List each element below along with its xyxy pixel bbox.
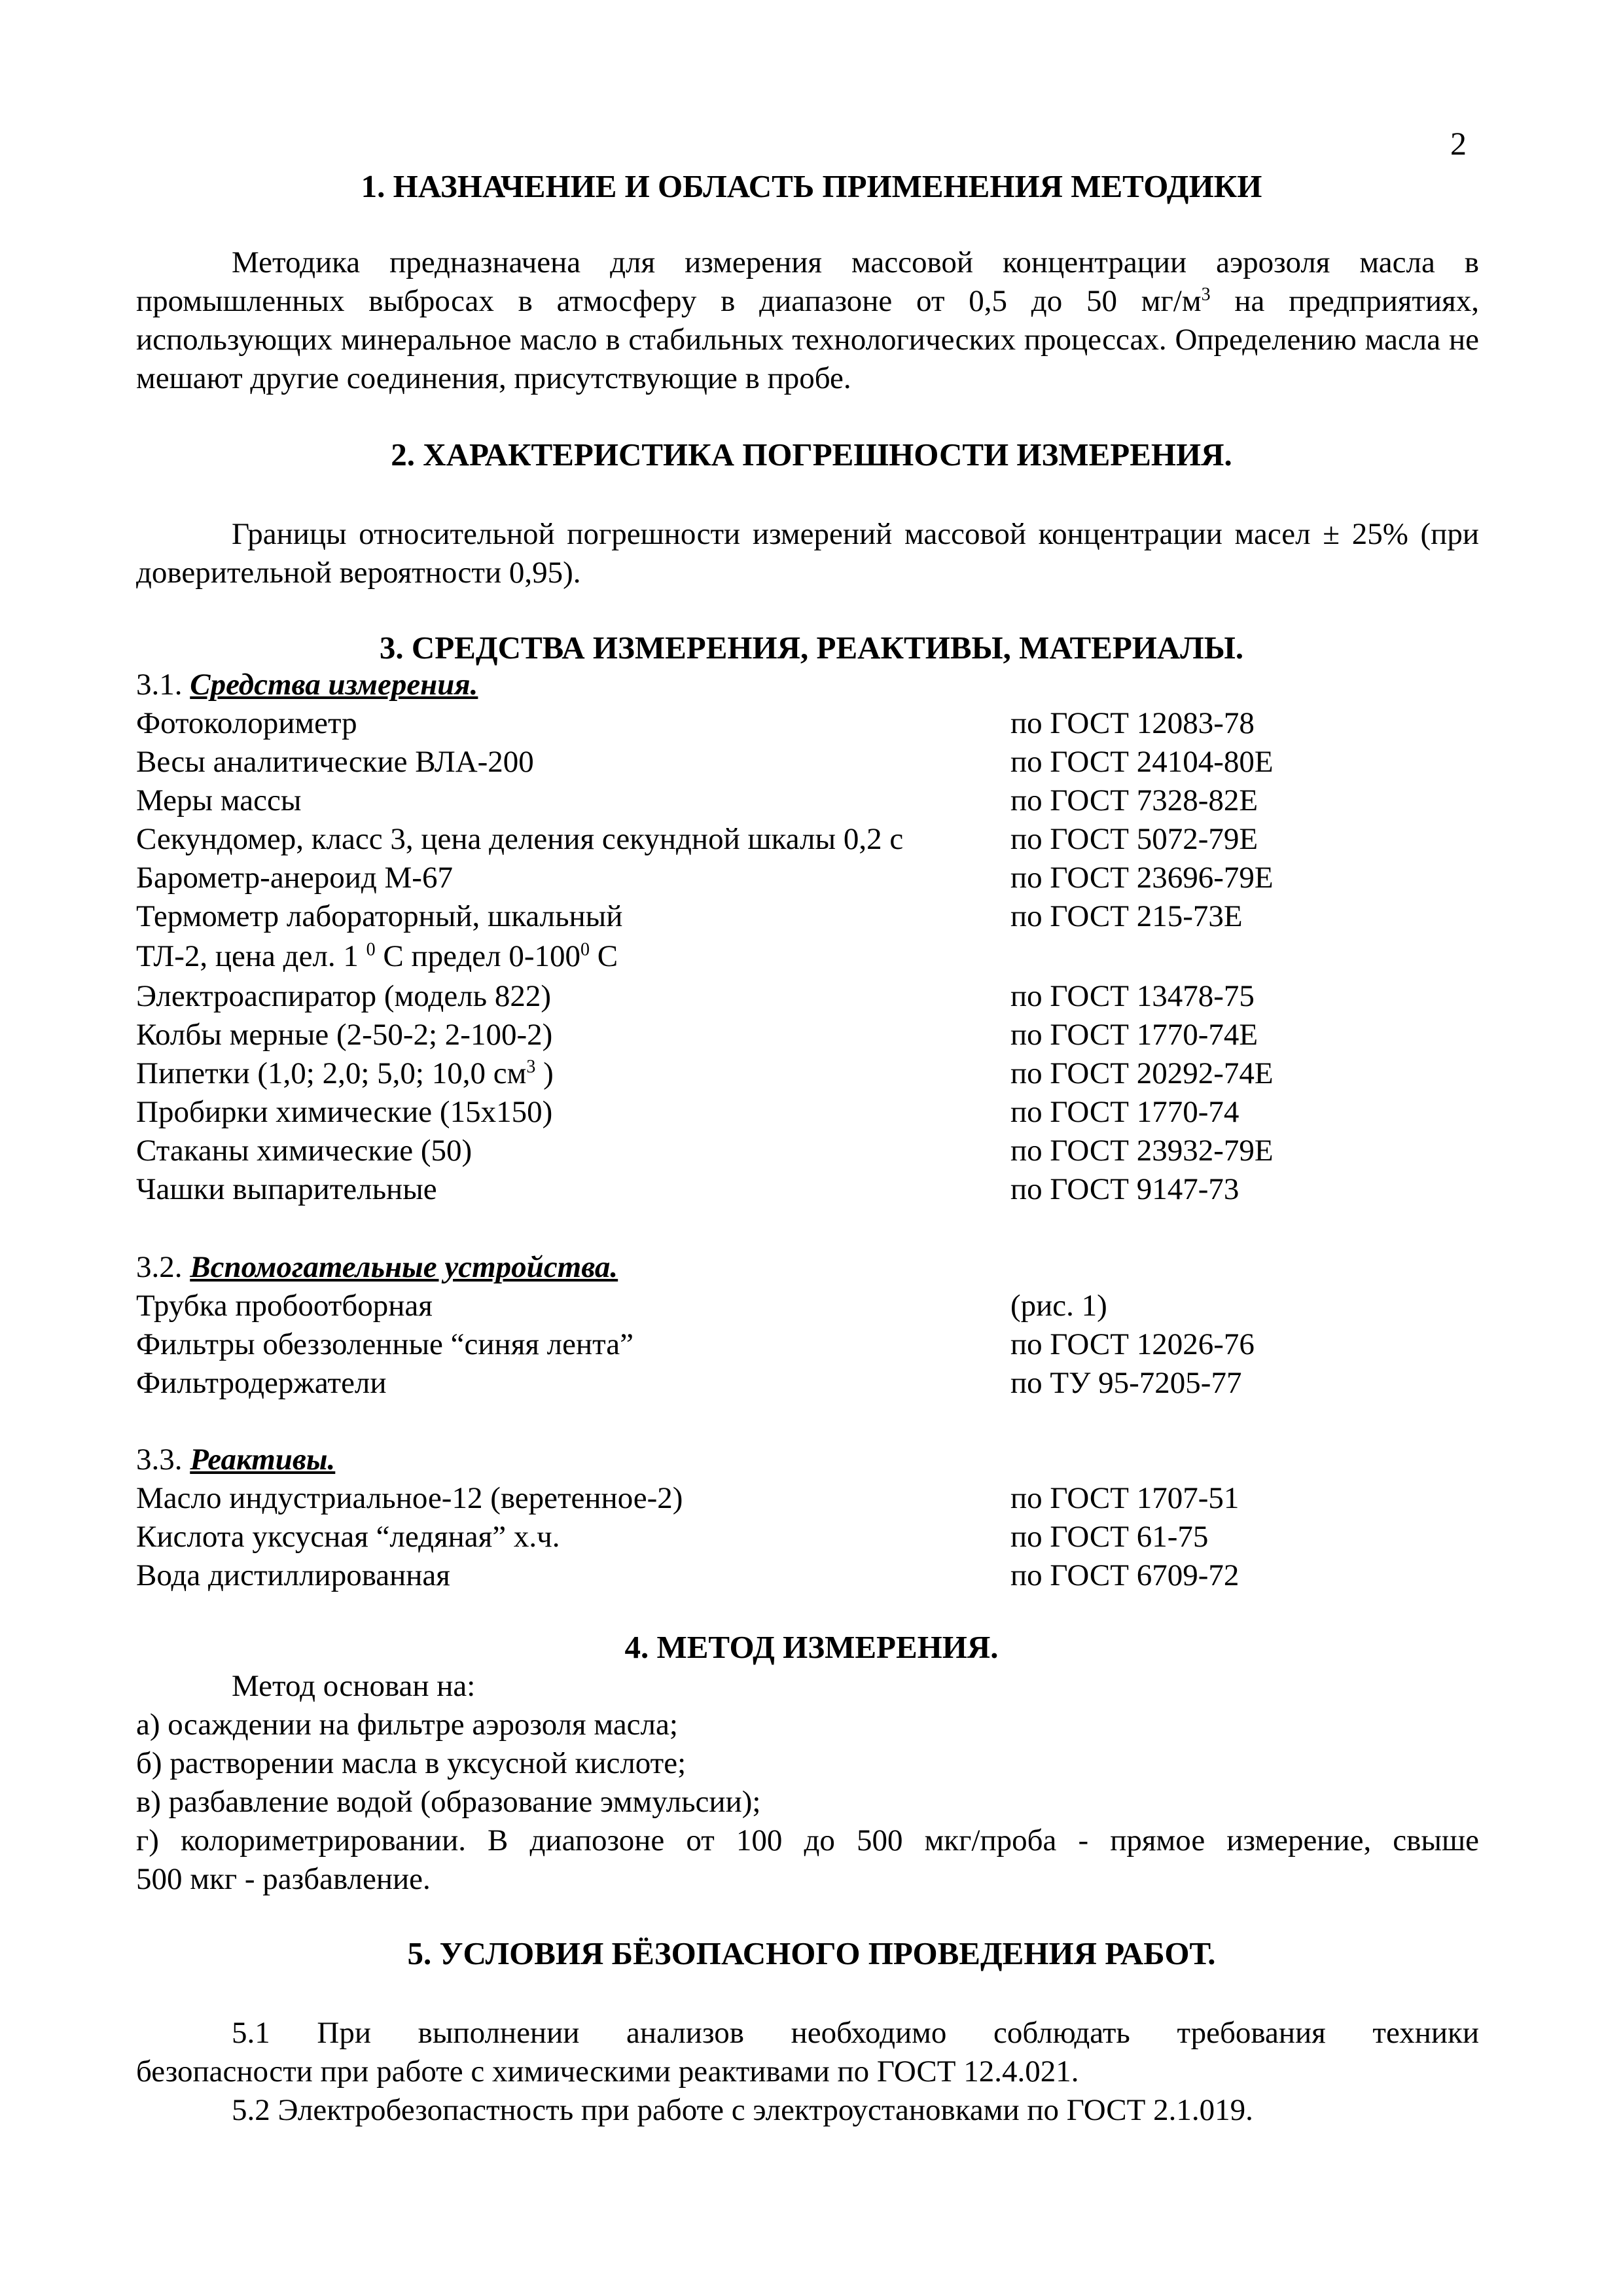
aux-device-ref: по ГОСТ 12026-76 — [1010, 1327, 1255, 1361]
safety-5-1-line2: безопасности при работе с химическими реактивами по ГОСТ 12.4.021. — [136, 2054, 1079, 2089]
degree-superscript: 0 — [366, 939, 376, 960]
instrument-name: Пробирки химические (15х150) — [136, 1095, 553, 1129]
degree-superscript: 0 — [580, 939, 590, 960]
subsection-3-3-label: Реактивы. — [190, 1443, 336, 1477]
instrument-ref: по ГОСТ 23696-79Е — [1010, 861, 1274, 895]
reagent-ref: по ГОСТ 1707-51 — [1010, 1481, 1240, 1515]
subsection-3-2-number: 3.2. — [136, 1250, 190, 1284]
instrument-name: Барометр-анероид М-67 — [136, 861, 453, 895]
reagent-name: Масло индустриальное-12 (веретенное-2) — [136, 1481, 683, 1515]
instrument-ref: по ГОСТ 215-73Е — [1010, 899, 1243, 933]
safety-5-1-line1: 5.1 При выполнении анализов необходимо соблюдать требования техники — [232, 2016, 1479, 2050]
reagent-name: Вода дистиллированная — [136, 1558, 450, 1592]
aux-device-ref: (рис. 1) — [1010, 1289, 1107, 1323]
section-2-title: 2. ХАРАКТЕРИСТИКА ПОГРЕШНОСТИ ИЗМЕРЕНИЯ. — [391, 437, 1232, 473]
method-step-d-line1: г) колориметрировании. В диапозоне от 100 до 500 мкг/проба - прямое измерение, свыше — [136, 1823, 1479, 1857]
aux-device-name: Трубка пробоотборная — [136, 1289, 433, 1323]
instrument-name: Фотоколориметр — [136, 706, 357, 740]
thermometer-text-a: ТЛ-2, цена дел. 1 — [136, 939, 359, 973]
instrument-name: Меры массы — [136, 783, 302, 817]
safety-5-2: 5.2 Электробезопастность при работе с электроустановками по ГОСТ 2.1.019. — [232, 2093, 1253, 2127]
subsection-3-1-label: Средства измерения. — [190, 668, 478, 702]
instrument-ref: по ГОСТ 13478-75 — [1010, 979, 1255, 1013]
pipettes-name — [136, 1054, 554, 1093]
instrument-ref: по ГОСТ 24104-80Е — [1010, 745, 1274, 779]
section-1-text-a: Методика предназначена для измерения массовой концентрации аэрозоля масла в промышленных выбросах в атмосферу в диапазоне от 0,5 до 50 мг/м — [136, 245, 1479, 318]
thermometer-details — [136, 937, 618, 976]
section-1-text-b: на предприятиях, использующих минеральное масло в стабильных технологических процессах. Определению масла не мешают другие соединения, присутствующие в пробе. — [136, 284, 1479, 395]
instrument-name: Термометр лабораторный, шкальный — [136, 899, 623, 933]
thermometer-text-b: С предел 0-100 — [375, 939, 581, 973]
aux-device-name: Фильтры обеззоленные “синяя лента” — [136, 1327, 633, 1361]
thermometer-text-c: С — [590, 939, 618, 973]
instrument-ref: по ГОСТ 20292-74Е — [1010, 1056, 1274, 1090]
subsection-3-2-title — [136, 1248, 618, 1287]
instrument-name: Электроаспиратор (модель 822) — [136, 979, 551, 1013]
method-step-c: в) разбавление водой (образование эммульсии); — [136, 1785, 761, 1819]
instrument-name: Чашки выпарительные — [136, 1172, 437, 1206]
section-5-title: 5. УСЛОВИЯ БЁЗОПАСНОГО ПРОВЕДЕНИЯ РАБОТ. — [407, 1935, 1216, 1971]
subsection-3-2-label: Вспомогательные устройства. — [190, 1250, 618, 1284]
instrument-ref: по ГОСТ 9147-73 — [1010, 1172, 1240, 1206]
instrument-ref: по ГОСТ 12083-78 — [1010, 706, 1255, 740]
section-1-title: 1. НАЗНАЧЕНИЕ И ОБЛАСТЬ ПРИМЕНЕНИЯ МЕТОДИКИ — [361, 168, 1262, 204]
cubic-superscript: 3 — [1201, 284, 1211, 305]
instrument-ref: по ГОСТ 7328-82Е — [1010, 783, 1258, 817]
instrument-ref: по ГОСТ 23932-79Е — [1010, 1134, 1274, 1168]
pipettes-text: Пипетки (1,0; 2,0; 5,0; 10,0 см — [136, 1056, 527, 1090]
method-step-b: б) растворении масла в уксусной кислоте; — [136, 1746, 687, 1780]
instrument-name: Колбы мерные (2-50-2; 2-100-2) — [136, 1018, 553, 1052]
instrument-name: Стаканы химические (50) — [136, 1134, 473, 1168]
section-2-paragraph: Границы относительной погрешности измерений массовой концентрации масел ± 25% (при доверительной вероятности 0,95). — [136, 517, 1479, 590]
instrument-ref: по ГОСТ 1770-74 — [1010, 1095, 1240, 1129]
method-step-a: а) осаждении на фильтре аэрозоля масла; — [136, 1708, 678, 1742]
instrument-ref: по ГОСТ 1770-74Е — [1010, 1018, 1258, 1052]
aux-device-name: Фильтродержатели — [136, 1366, 387, 1400]
instrument-ref: по ГОСТ 5072-79Е — [1010, 822, 1258, 856]
subsection-3-1-number: 3.1. — [136, 668, 190, 702]
subsection-3-1-title — [136, 666, 478, 704]
reagent-ref: по ГОСТ 6709-72 — [1010, 1558, 1240, 1592]
instrument-name: Секундомер, класс 3, цена деления секундной шкалы 0,2 с — [136, 822, 904, 856]
instrument-name: Весы аналитические ВЛА-200 — [136, 745, 534, 779]
subsection-3-3-title — [136, 1441, 335, 1479]
method-step-d-line2: 500 мкг - разбавление. — [136, 1862, 431, 1896]
method-intro: Метод основан на: — [232, 1669, 476, 1703]
pipettes-close: ) — [543, 1056, 554, 1090]
subsection-3-3-number: 3.3. — [136, 1443, 190, 1477]
reagent-ref: по ГОСТ 61-75 — [1010, 1520, 1209, 1554]
section-3-title: 3. СРЕДСТВА ИЗМЕРЕНИЯ, РЕАКТИВЫ, МАТЕРИАЛЫ. — [379, 630, 1244, 666]
aux-device-ref: по ТУ 95-7205-77 — [1010, 1366, 1242, 1400]
cubic-superscript: 3 — [526, 1056, 536, 1077]
section-4-title: 4. МЕТОД ИЗМЕРЕНИЯ. — [624, 1629, 999, 1665]
reagent-name: Кислота уксусная “ледяная” х.ч. — [136, 1520, 560, 1554]
section-1-paragraph — [136, 243, 1479, 398]
page-number: 2 — [1450, 125, 1467, 162]
